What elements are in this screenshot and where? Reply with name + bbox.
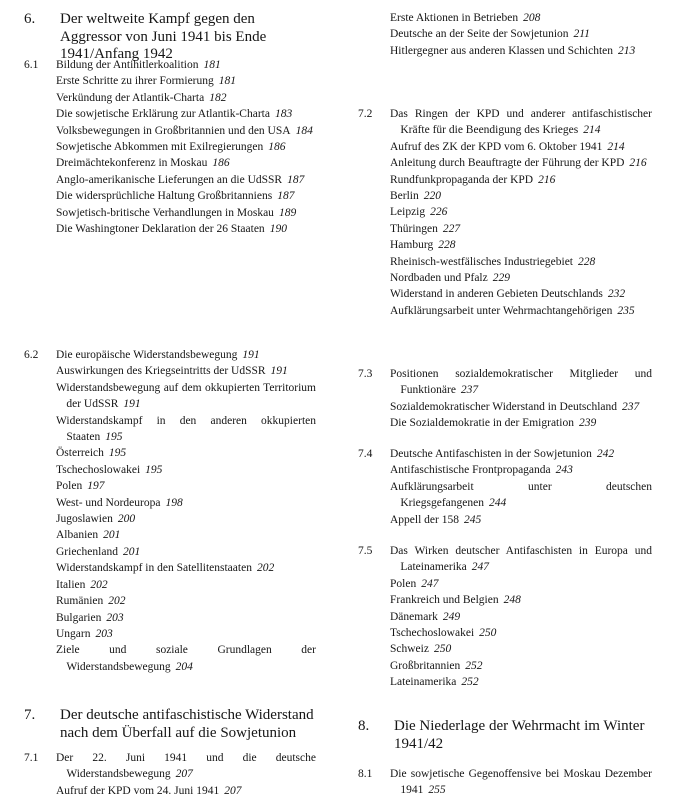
toc-entry-text: Widerstandsbewegung auf dem okkupierten Territorium der UdSSR [56, 381, 316, 411]
toc-entry-text: Griechenland [56, 545, 118, 558]
section-number: 6.1 [24, 59, 39, 71]
toc-entry[interactable] [56, 610, 316, 626]
page-number: 213 [618, 44, 636, 57]
chapter-heading [24, 11, 316, 64]
toc-entry[interactable] [56, 221, 316, 237]
toc-entry-text: Erste Aktionen in Betrieben [390, 12, 519, 24]
section-number: 7.1 [24, 752, 39, 764]
page-number: 237 [460, 384, 479, 397]
toc-entry[interactable] [56, 478, 316, 494]
toc-entry[interactable] [56, 642, 316, 675]
toc-entry[interactable] [56, 57, 316, 73]
toc-entry[interactable] [56, 495, 316, 511]
page-number: 203 [106, 611, 124, 624]
section-entries [390, 10, 652, 59]
page-number: 181 [203, 59, 221, 71]
toc-entry-text: Der 22. Juni 1941 und die deutsche Widerstandsbewegung [56, 752, 316, 781]
toc-entry-text: Widerstandskampf in den Satellitenstaaten [56, 562, 252, 575]
toc-entry[interactable] [56, 380, 316, 413]
toc-entry[interactable] [56, 205, 316, 221]
toc-entry-text: Appell der 158 [390, 513, 459, 526]
toc-entry-text: Volksbewegungen in Großbritannien und den USA [56, 124, 291, 137]
toc-entry[interactable] [56, 172, 316, 188]
chapter-number: 7. [24, 707, 36, 723]
toc-entry[interactable] [390, 237, 652, 253]
section-entries [390, 543, 652, 691]
toc-entry[interactable] [56, 750, 316, 783]
toc-entry[interactable] [390, 106, 652, 139]
toc-entry-text: Rundfunkpropaganda der KPD [390, 173, 534, 186]
section-number: 7.4 [358, 448, 373, 460]
page-number: 181 [218, 75, 237, 88]
page-number: 249 [442, 610, 461, 623]
toc-entry-text: Lateinamerika [390, 676, 457, 689]
toc-entry[interactable] [56, 462, 316, 478]
page-number: 250 [433, 643, 452, 656]
section-entries [390, 446, 652, 528]
chapter-title: Der weltweite Kampf gegen den Aggressor von Juni 1941 bis Ende 1941/Anfang 1942 [60, 11, 267, 62]
section-entries [390, 106, 652, 319]
toc-entry[interactable] [56, 123, 316, 139]
toc-entry-text: Ungarn [56, 627, 91, 640]
page-number: 252 [465, 659, 483, 672]
toc-entry-text: Italien [56, 578, 86, 591]
toc-entry-text: Aufklärungsarbeit unter Wehrmachtangehörigen [390, 304, 613, 317]
chapter-heading [358, 718, 652, 753]
toc-entry[interactable] [390, 462, 652, 478]
toc-entry[interactable] [56, 106, 316, 122]
page-number: 245 [463, 513, 482, 526]
toc-entry-text: Sowjetisch-britische Verhandlungen in Moskau [56, 206, 274, 219]
toc-entry[interactable] [390, 270, 652, 286]
section-number: 6.2 [24, 349, 39, 361]
toc-entry-text: Die sowjetische Erklärung zur Atlantik-Charta [56, 108, 270, 121]
page-number: 190 [269, 223, 287, 236]
page-number: 187 [287, 173, 305, 186]
page-number: 214 [607, 140, 625, 153]
toc-entry-text: Aufruf der KPD vom 24. Juni 1941 [56, 784, 220, 797]
toc-entry[interactable] [56, 445, 316, 461]
toc-entry[interactable] [56, 73, 316, 89]
toc-entry-text: Tschechoslowakei [56, 463, 141, 476]
page-number: 228 [578, 255, 596, 268]
toc-entry[interactable] [390, 10, 652, 26]
toc-section [24, 750, 316, 799]
page-number: 220 [423, 190, 441, 203]
toc-entry-text: Widerstand in anderen Gebieten Deutschlands [390, 288, 603, 301]
toc-entry[interactable] [390, 625, 652, 641]
toc-entry-text: Polen [56, 480, 83, 493]
page-number: 202 [256, 562, 275, 575]
toc-entry-text: Hitlergegner aus anderen Klassen und Schichten [390, 44, 614, 57]
toc-entry[interactable] [56, 155, 316, 171]
toc-entry-text: Nordbaden und Pfalz [390, 272, 488, 285]
toc-entry-text: Anleitung durch Beauftragte der Führung der KPD [390, 157, 625, 170]
toc-entry[interactable] [56, 544, 316, 560]
page-number: 186 [268, 141, 286, 154]
section-number: 8.1 [358, 768, 373, 780]
page-number: 197 [87, 480, 105, 493]
toc-entry-text: Rumänien [56, 595, 104, 608]
toc-entry-text: Widerstandskampf in den anderen okkupierten Staaten [56, 414, 316, 444]
page-number: 202 [90, 578, 108, 591]
page-number: 237 [622, 400, 640, 413]
page-number: 252 [461, 676, 479, 689]
toc-entry-text: Aufklärungsarbeit unter deutschen Kriegsgefangenen [390, 480, 652, 510]
toc-entry-text: Großbritannien [390, 659, 461, 672]
page-number: 201 [122, 545, 141, 558]
page-number: 239 [578, 417, 597, 430]
toc-entry-text: Die sowjetische Gegenoffensive bei Moskau Dezember 1941 [390, 768, 652, 797]
toc-entry-text: Leipzig [390, 206, 426, 219]
toc-entry-text: Die widersprüchliche Haltung Großbritanniens [56, 190, 273, 203]
toc-entry[interactable] [390, 446, 652, 462]
toc-entry[interactable] [390, 26, 652, 42]
page-number: 191 [270, 365, 288, 378]
page-number: 211 [573, 28, 590, 41]
toc-entry[interactable] [390, 399, 652, 415]
toc-entry-text: Ziele und soziale Grundlagen der Widerstandsbewegung [56, 644, 316, 673]
page-number: 216 [629, 157, 647, 170]
page-number: 184 [295, 124, 313, 137]
toc-section [24, 57, 316, 237]
toc-entry-text: Thüringen [390, 222, 438, 235]
page-number: 208 [523, 12, 541, 24]
toc-entry[interactable] [390, 543, 652, 576]
toc-entry-text: Polen [390, 577, 417, 590]
toc-entry[interactable] [390, 415, 652, 431]
toc-section [358, 543, 652, 691]
page-number: 202 [108, 595, 126, 608]
toc-entry[interactable] [56, 511, 316, 527]
toc-entry[interactable] [390, 576, 652, 592]
page-number: 207 [175, 768, 193, 781]
section-entries [390, 766, 652, 799]
toc-entry-text: Österreich [56, 447, 104, 460]
chapter-number: 8. [358, 718, 370, 734]
toc-section [358, 10, 652, 59]
page-number: 189 [278, 206, 297, 219]
page-number: 207 [224, 784, 242, 797]
toc-entry-text: Bildung der Antihitlerkoalition [56, 59, 199, 71]
toc-entry[interactable] [56, 783, 316, 799]
toc-entry-text: West- und Nordeuropa [56, 496, 161, 509]
toc-entry-text: Hamburg [390, 239, 434, 252]
toc-entry[interactable] [390, 139, 652, 155]
toc-entry[interactable] [390, 188, 652, 204]
toc-entry[interactable] [390, 609, 652, 625]
toc-entry-text: Auswirkungen des Kriegseintritts der UdSSR [56, 365, 266, 378]
toc-entry-text: Aufruf des ZK der KPD vom 6. Oktober 1941 [390, 140, 603, 153]
page-number: 182 [209, 91, 227, 104]
toc-entry[interactable] [390, 155, 652, 171]
toc-entry-text: Das Ringen der KPD und anderer antifaschistischer Kräfte für die Beendigung des Krieges [390, 108, 652, 137]
page-number: 243 [555, 464, 573, 477]
toc-entry[interactable] [390, 254, 652, 270]
page-number: 226 [430, 206, 448, 219]
page-number: 244 [489, 497, 507, 510]
toc-section [358, 766, 652, 799]
page-number: 247 [421, 577, 439, 590]
toc-entry[interactable] [390, 221, 652, 237]
toc-entry-text: Deutsche an der Seite der Sowjetunion [390, 28, 569, 41]
section-number: 7.5 [358, 545, 373, 557]
page-number: 195 [108, 447, 127, 460]
toc-entry-text: Frankreich und Belgien [390, 594, 499, 607]
toc-entry-text: Schweiz [390, 643, 429, 656]
toc-entry[interactable] [56, 347, 316, 363]
page-number: 187 [277, 190, 295, 203]
toc-entry[interactable] [390, 366, 652, 399]
toc-section [24, 347, 316, 675]
toc-entry[interactable] [390, 286, 652, 302]
toc-entry[interactable] [390, 592, 652, 608]
toc-entry[interactable] [56, 626, 316, 642]
page-number: 247 [471, 561, 489, 574]
toc-entry[interactable] [56, 413, 316, 446]
toc-entry-text: Die Washingtoner Deklaration der 26 Staaten [56, 223, 265, 236]
page-number: 201 [103, 529, 121, 542]
toc-entry[interactable] [56, 527, 316, 543]
chapter-title: Der deutsche antifaschistische Widerstand nach dem Überfall auf die Sowjetunion [60, 707, 314, 741]
section-entries [390, 366, 652, 432]
page-number: 198 [165, 496, 183, 509]
toc-entry-text: Dänemark [390, 610, 438, 623]
toc-entry-text: Das Wirken deutscher Antifaschisten in Europa und Lateinamerika [390, 545, 652, 574]
toc-entry-text: Sowjetische Abkommen mit Exilregierungen [56, 141, 264, 154]
section-entries [56, 347, 316, 675]
toc-entry[interactable] [390, 479, 652, 512]
page-number: 195 [145, 463, 163, 476]
section-number: 7.2 [358, 108, 373, 120]
toc-entry[interactable] [390, 658, 652, 674]
toc-entry[interactable] [390, 204, 652, 220]
page-number: 214 [583, 124, 601, 137]
toc-entry-text: Rheinisch-westfälisches Industriegebiet [390, 255, 573, 268]
page-number: 200 [117, 513, 136, 526]
page-number: 232 [607, 288, 626, 301]
toc-entry[interactable] [56, 90, 316, 106]
page-number: 227 [442, 222, 461, 235]
toc-entry-text: Verkündung der Atlantik-Charta [56, 91, 205, 104]
chapter-number: 6. [24, 11, 36, 27]
toc-entry-text: Berlin [390, 190, 419, 203]
toc-entry[interactable] [390, 766, 652, 799]
toc-entry-text: Positionen sozialdemokratischer Mitglieder und Funktionäre [390, 368, 652, 397]
page-number: 255 [428, 784, 446, 797]
toc-section [358, 446, 652, 528]
toc-entry[interactable] [390, 43, 652, 59]
section-number: 7.3 [358, 368, 373, 380]
toc-entry-text: Die Sozialdemokratie in der Emigration [390, 417, 574, 430]
page-number: 250 [479, 627, 497, 640]
toc-entry-text: Jugoslawien [56, 513, 113, 526]
toc-entry-text: Die europäische Widerstandsbewegung [56, 349, 238, 361]
toc-entry[interactable] [390, 512, 652, 528]
chapter-heading [24, 707, 316, 742]
toc-entry[interactable] [56, 593, 316, 609]
section-entries [56, 750, 316, 799]
toc-entry-text: Erste Schritte zu ihrer Formierung [56, 75, 214, 88]
page-number: 204 [175, 660, 193, 673]
toc-entry-text: Albanien [56, 529, 99, 542]
page-number: 248 [503, 594, 521, 607]
toc-entry-text: Bulgarien [56, 611, 102, 624]
page-number: 242 [596, 448, 615, 460]
toc-entry-text: Antifaschistische Frontpropaganda [390, 464, 551, 477]
page-number: 229 [492, 272, 510, 285]
toc-entry[interactable] [390, 674, 652, 690]
page-number: 235 [617, 304, 635, 317]
toc-entry[interactable] [56, 577, 316, 593]
page-number: 183 [274, 108, 293, 121]
toc-entry[interactable] [56, 139, 316, 155]
page-number: 228 [438, 239, 456, 252]
page-number: 195 [105, 431, 123, 444]
page-number: 216 [538, 173, 556, 186]
toc-entry-text: Tschechoslowakei [390, 627, 475, 640]
chapter-title: Die Niederlage der Wehrmacht im Winter 1941/42 [394, 718, 645, 752]
toc-entry-text: Deutsche Antifaschisten in der Sowjetunion [390, 448, 592, 460]
toc-entry[interactable] [56, 363, 316, 379]
page-number: 203 [95, 627, 113, 640]
page-number: 191 [242, 349, 260, 361]
page-number: 186 [212, 157, 230, 170]
toc-entry[interactable] [56, 188, 316, 204]
toc-entry[interactable] [56, 560, 316, 576]
toc-section [358, 106, 652, 319]
section-entries [56, 57, 316, 237]
toc-entry[interactable] [390, 172, 652, 188]
toc-entry[interactable] [390, 303, 652, 319]
toc-entry-text: Sozialdemokratischer Widerstand in Deutschland [390, 400, 618, 413]
toc-section [358, 366, 652, 432]
page-number: 191 [123, 398, 141, 411]
toc-entry[interactable] [390, 641, 652, 657]
toc-entry-text: Dreimächtekonferenz in Moskau [56, 157, 208, 170]
toc-entry-text: Anglo-amerikanische Lieferungen an die UdSSR [56, 173, 283, 186]
